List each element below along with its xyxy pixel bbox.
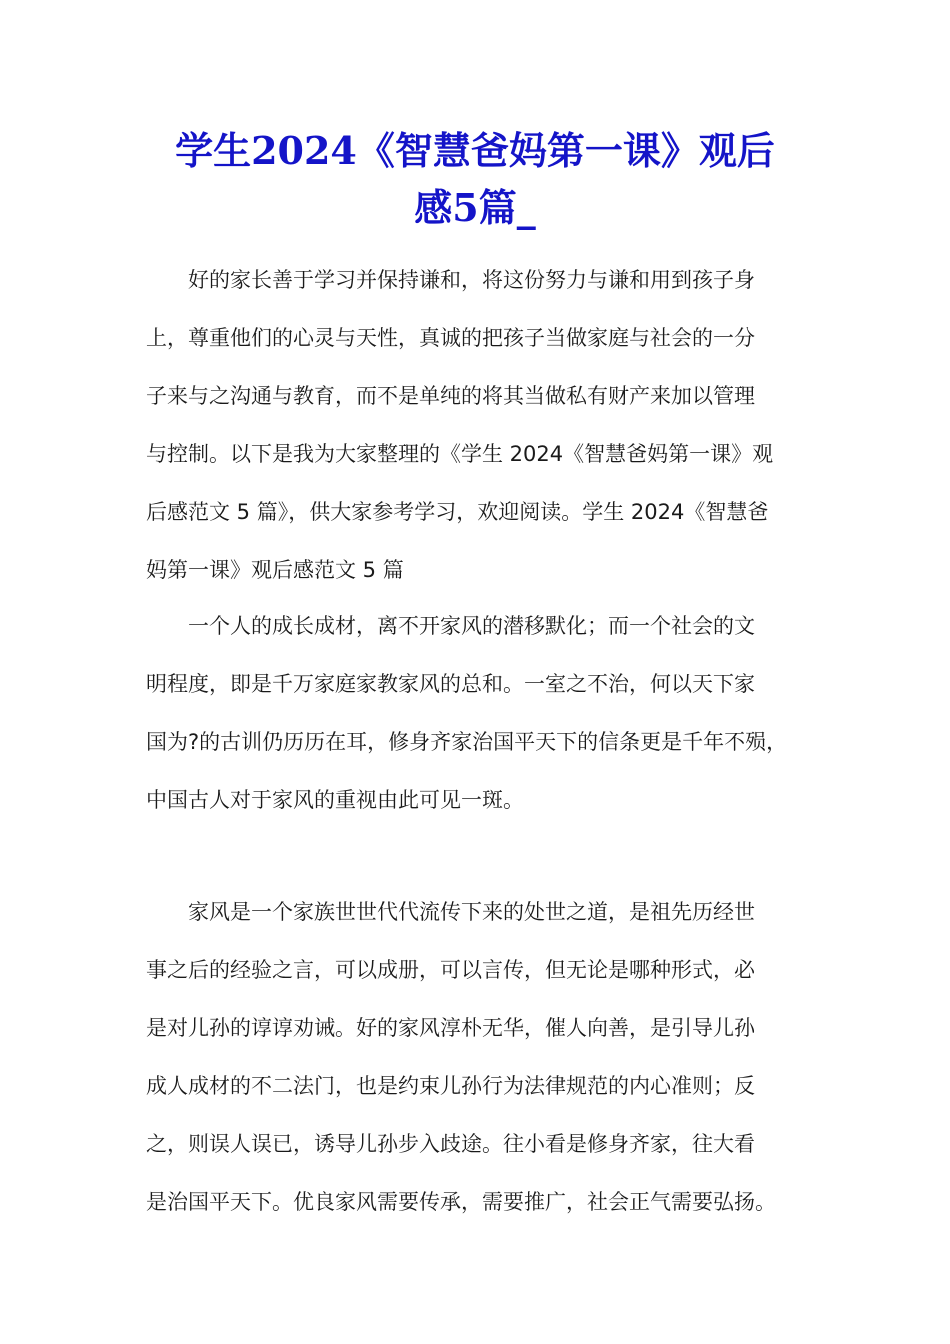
paragraph-line: 事之后的经验之言，可以成册，可以言传，但无论是哪种形式，必 (146, 958, 755, 982)
paragraph-3 (146, 883, 806, 1231)
paragraph-line: 一个人的成长成材，离不开家风的潜移默化；而一个社会的文 (188, 614, 755, 638)
title-line-1: 学生2024《智慧爸妈第一课》观后 (175, 128, 775, 173)
paragraph-line: 后感范文 5 篇》，供大家参考学习，欢迎阅读。学生 2024《智慧爸 (146, 500, 769, 524)
paragraph-line: 中国古人对于家风的重视由此可见一斑。 (146, 788, 524, 812)
paragraph-line: 明程度，即是千万家庭家教家风的总和。一室之不治，何以天下家 (146, 672, 755, 696)
title-line-2: 感5篇_ (414, 185, 536, 230)
paragraph-line: 成人成材的不二法门，也是约束儿孙行为法律规范的内心准则；反 (146, 1074, 755, 1098)
paragraph-line: 是治国平天下。优良家风需要传承，需要推广，社会正气需要弘扬。 (146, 1190, 776, 1214)
paragraph-line: 好的家长善于学习并保持谦和，将这份努力与谦和用到孩子身 (188, 268, 755, 292)
paragraph-line: 与控制。以下是我为大家整理的《学生 2024《智慧爸妈第一课》观 (146, 442, 774, 466)
paragraph-line: 国为?的古训仍历历在耳，修身齐家治国平天下的信条更是千年不殒， (146, 730, 788, 754)
paragraph-line: 妈第一课》观后感范文 5 篇 (146, 558, 404, 582)
paragraph-line: 上，尊重他们的心灵与天性，真诚的把孩子当做家庭与社会的一分 (146, 326, 755, 350)
paragraph-line: 子来与之沟通与教育，而不是单纯的将其当做私有财产来加以管理 (146, 384, 755, 408)
document-title (150, 122, 800, 236)
paragraph-line: 家风是一个家族世世代代流传下来的处世之道，是祖先历经世 (188, 900, 755, 924)
paragraph-line: 之，则误人误已，诱导儿孙步入歧途。往小看是修身齐家，往大看 (146, 1132, 755, 1156)
paragraph-2 (146, 597, 806, 829)
paragraph-1 (146, 251, 806, 599)
paragraph-line: 是对儿孙的谆谆劝诫。好的家风淳朴无华，催人向善，是引导儿孙 (146, 1016, 755, 1040)
